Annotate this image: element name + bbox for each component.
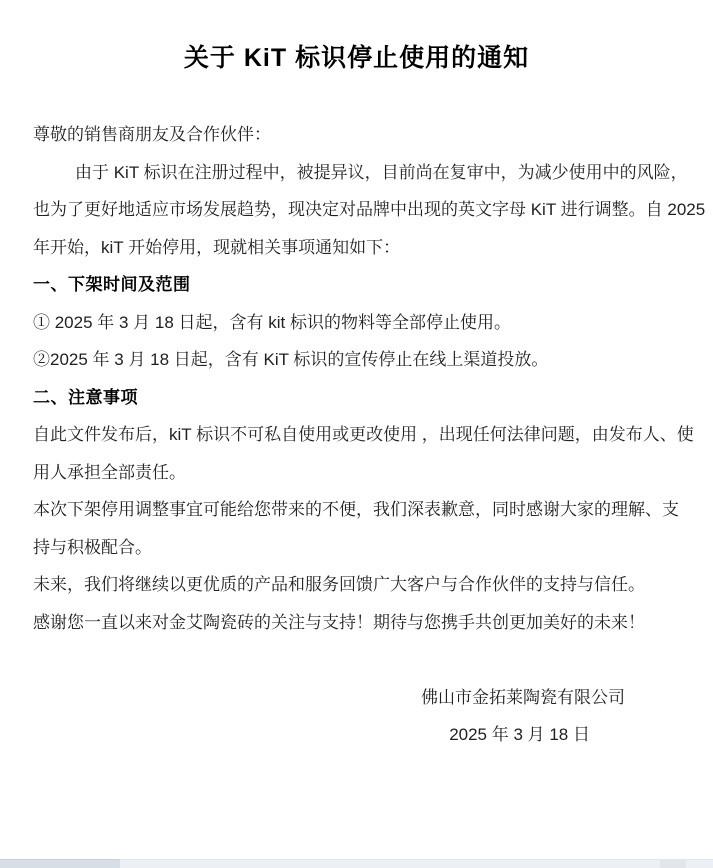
blank-line (33, 641, 680, 679)
intro-line-1: 由于 KiT 标识在注册过程中，被提异议，目前尚在复审中，为减少使用中的风险， (75, 162, 688, 182)
intro-line-2: 也为了更好地适应市场发展趋势，现决定对品牌中出现的英文字母 KiT 进行调整。自 2025 (33, 200, 706, 219)
document-title: 关于 KiT 标识停止使用的通知 (183, 44, 530, 72)
section2-para2-line2: 持与积极配合。 (33, 537, 152, 557)
section2-para2-line1: 本次下架停用调整事宜可能给您带来的不便，我们深表歉意，同时感谢大家的理解、支 (33, 500, 679, 519)
section2-para4: 感谢您一直以来对金艾陶瓷砖的关注与支持！期待与您携手共创更加美好的未来！ (33, 612, 645, 632)
horizontal-scrollbar[interactable] (0, 859, 713, 868)
document-content (33, 0, 706, 754)
section1-item-2: ②2025 年 3 月 18 日起，含有 KiT 标识的宣传停止在线上渠道投放。 (33, 350, 549, 369)
signature-company: 佛山市金拓莱陶瓷有限公司 (421, 687, 625, 707)
section2-para1-line1: 自此文件发布后，kiT 标识不可私自使用或更改使用 ，出现任何法律问题，由发布人、使 (33, 425, 694, 444)
document-body (33, 116, 706, 754)
section2-heading: 二、注意事项 (33, 387, 138, 407)
intro-line-3: 年开始，kiT 开始停用，现就相关事项通知如下： (33, 237, 401, 257)
section2-para1-line2: 用人承担全部责任。 (33, 462, 186, 482)
section1-heading: 一、下架时间及范围 (33, 275, 191, 294)
signature-date: 2025 年 3 月 18 日 (449, 725, 590, 744)
horizontal-scrollbar-shade (660, 860, 686, 868)
greeting-line: 尊敬的销售商朋友及合作伙伴： (33, 125, 271, 144)
horizontal-scrollbar-thumb[interactable] (0, 859, 120, 868)
section1-item-1: ① 2025 年 3 月 18 日起，含有 kit 标识的物料等全部停止使用。 (33, 312, 511, 332)
section2-para3: 未来，我们将继续以更优质的产品和服务回馈广大客户与合作伙伴的支持与信任。 (33, 575, 645, 594)
